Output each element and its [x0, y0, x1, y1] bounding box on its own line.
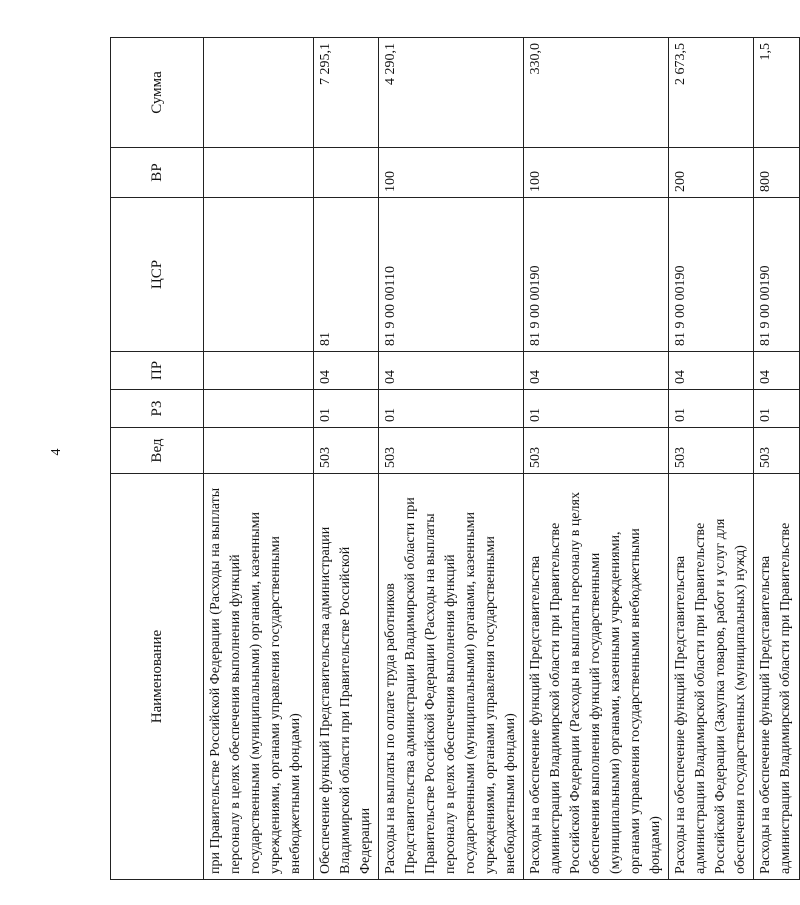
row-csr: [204, 198, 314, 352]
table-row: [754, 38, 800, 880]
row-pr: [204, 352, 314, 390]
row-pr: 04: [669, 352, 754, 390]
col-header-rz: РЗ: [111, 390, 204, 428]
row-sum: 1,5: [754, 38, 800, 148]
row-rz: 01: [754, 390, 800, 428]
table-row: [669, 38, 754, 880]
row-pr: 04: [314, 352, 379, 390]
table-row: [204, 38, 314, 880]
row-rz: 01: [669, 390, 754, 428]
row-sum: [204, 38, 314, 148]
table-row: [314, 38, 379, 880]
row-ved: 503: [669, 428, 754, 474]
row-name: Обеспечение функций Представительства администрации Владимирской области при Правительстве Российской Федерации: [314, 474, 379, 880]
row-csr: 81: [314, 198, 379, 352]
col-header-name: Наименование: [111, 474, 204, 880]
row-pr: 04: [524, 352, 669, 390]
row-sum: 4 290,1: [379, 38, 524, 148]
page-number: 4: [49, 448, 64, 456]
row-csr: 81 9 00 00190: [524, 198, 669, 352]
row-csr: 81 9 00 00190: [754, 198, 800, 352]
table-row: [524, 38, 669, 880]
row-name: Расходы на обеспечение функций Представительства администрации Владимирской области при Правительстве: [754, 474, 800, 880]
row-vr: [204, 148, 314, 198]
row-ved: [204, 428, 314, 474]
row-ved: 503: [314, 428, 379, 474]
row-sum: 2 673,5: [669, 38, 754, 148]
row-vr: 100: [524, 148, 669, 198]
row-rz: 01: [379, 390, 524, 428]
row-name: Расходы на выплаты по оплате труда работников Представительства администрации Владимирской области при Правительстве Российской Федерации (Расходы на выплаты персоналу в целях обеспечения выполнения функций государственными (муниципальными) органами, казенными учреждениями, органами управления государственными внебюджетными фондами): [379, 474, 524, 880]
row-pr: 04: [379, 352, 524, 390]
col-header-ved: Вед: [111, 428, 204, 474]
row-pr: 04: [754, 352, 800, 390]
row-vr: [314, 148, 379, 198]
row-csr: 81 9 00 00190: [669, 198, 754, 352]
row-vr: 800: [754, 148, 800, 198]
row-rz: 01: [524, 390, 669, 428]
row-rz: [204, 390, 314, 428]
col-header-vr: ВР: [111, 148, 204, 198]
budget-table-rotated: [110, 38, 793, 880]
row-sum: 7 295,1: [314, 38, 379, 148]
row-name: при Правительстве Российской Федерации (Расходы на выплаты персоналу в целях обеспечения выполнения функций государственными (муниципальными) органами, казенными учреждениями, органами управления государственными внебюджетными фондами): [204, 474, 314, 880]
budget-table: [110, 37, 800, 880]
row-rz: 01: [314, 390, 379, 428]
col-header-csr: ЦСР: [111, 198, 204, 352]
row-ved: 503: [379, 428, 524, 474]
col-header-pr: ПР: [111, 352, 204, 390]
row-name: Расходы на обеспечение функций Представительства администрации Владимирской области при Правительстве Российской Федерации (Расходы на выплаты персоналу в целях обеспечения выполнения функций государственными (муниципальными) органами, казенными учреждениями, органами управления государственными внебюджетными фондами): [524, 474, 669, 880]
row-vr: 100: [379, 148, 524, 198]
row-sum: 330,0: [524, 38, 669, 148]
row-vr: 200: [669, 148, 754, 198]
row-ved: 503: [524, 428, 669, 474]
row-ved: 503: [754, 428, 800, 474]
row-csr: 81 9 00 00110: [379, 198, 524, 352]
header-row: [111, 38, 204, 880]
table-row: [379, 38, 524, 880]
col-header-sum: Сумма: [111, 38, 204, 148]
row-name: Расходы на обеспечение функций Представительства администрации Владимирской области при Правительстве Российской Федерации (Закупка товаров, работ и услуг для обеспечения государственных (муниципальных) нужд): [669, 474, 754, 880]
